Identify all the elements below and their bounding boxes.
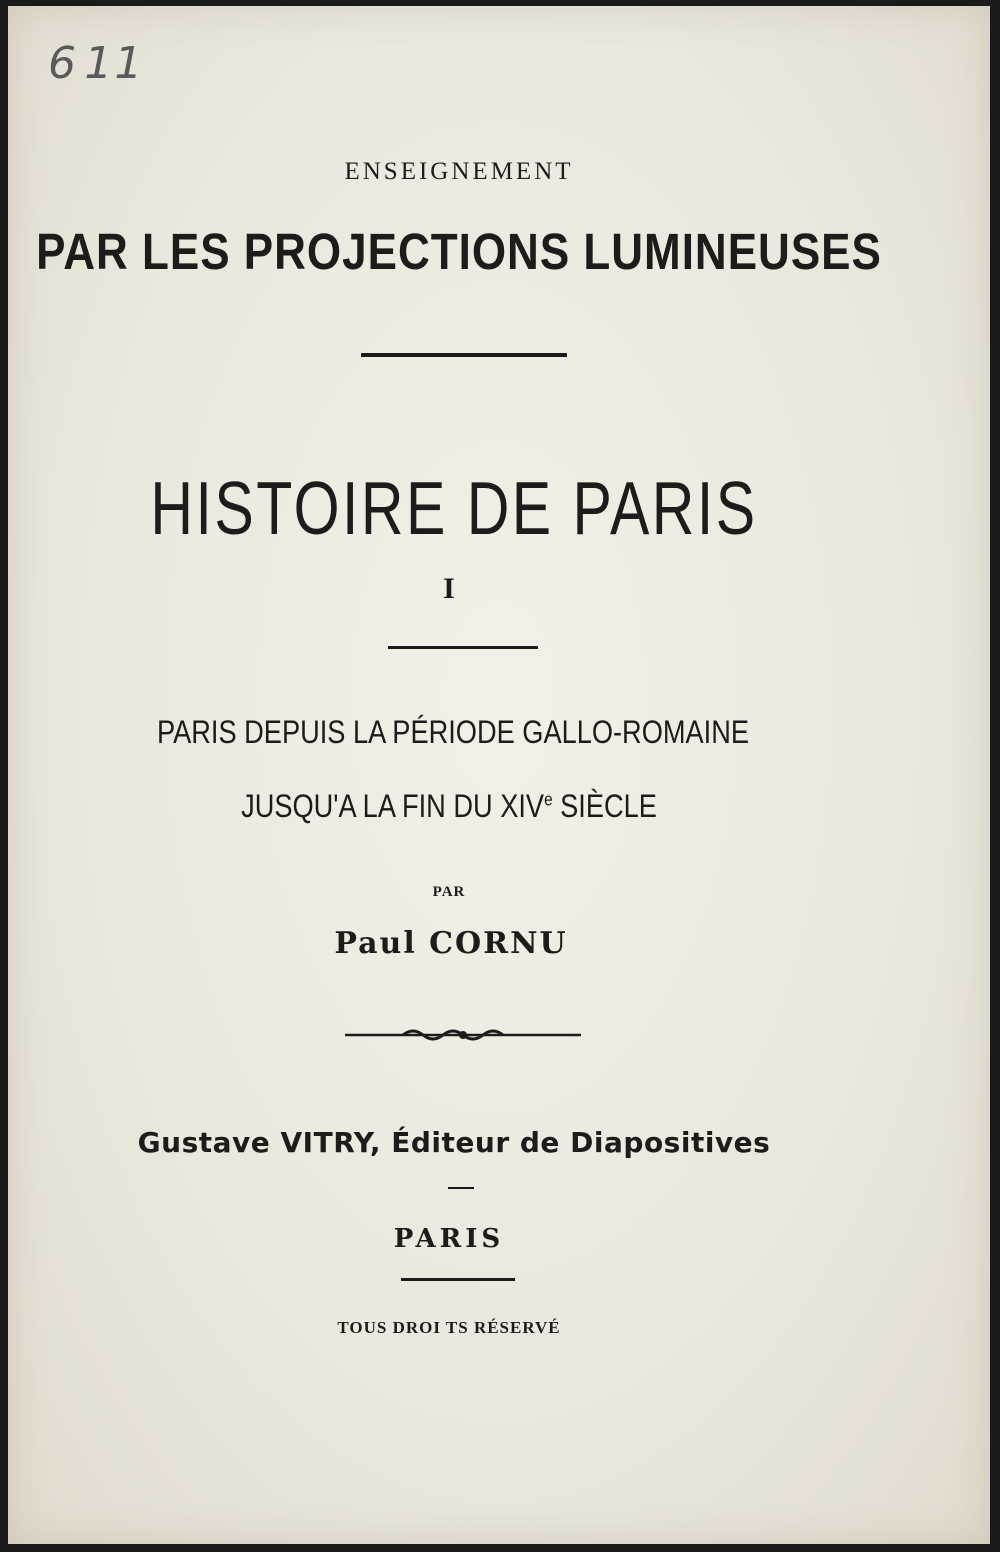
divider-rule (401, 1278, 515, 1281)
publication-city: PARIS (393, 1224, 505, 1254)
publisher-line: Gustave VITRY, Éditeur de Diapositives (137, 1126, 771, 1159)
series-title-line2: PAR LES PROJECTIONS LUMINEUSES (36, 224, 882, 281)
document-page (8, 6, 990, 1544)
rights-notice: TOUS DROI TS RÉSERVÉ (337, 1318, 561, 1337)
series-title-line1: ENSEIGNEMENT (344, 158, 574, 185)
subtitle-line2-end: SIÈCLE (552, 788, 657, 824)
ornament-divider (343, 1024, 583, 1044)
divider-rule (361, 353, 567, 357)
main-title: HISTOIRE DE PARIS (150, 467, 758, 551)
subtitle-line1: PARIS DEPUIS LA PÉRIODE GALLO-ROMAINE (156, 714, 749, 750)
author-name: Paul CORNU (334, 926, 568, 961)
subtitle-superscript: e (544, 789, 553, 810)
divider-rule (388, 646, 538, 649)
handwritten-annotation: 6 11 (48, 38, 145, 89)
by-label: PAR (432, 884, 466, 900)
divider-dash (448, 1187, 474, 1189)
subtitle-line2-text: JUSQU'A LA FIN DU XIV (241, 788, 545, 824)
subtitle-line2 (32, 788, 867, 825)
volume-number: I (443, 572, 455, 605)
